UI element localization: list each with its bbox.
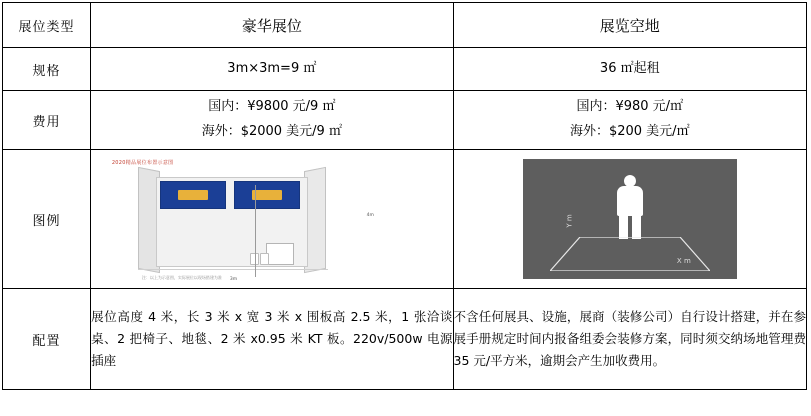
row-label-fee: 费用 — [3, 91, 91, 150]
booth-width-dimension-label: 3m — [229, 277, 238, 282]
booth-banner-left-badge — [178, 190, 208, 200]
table-row-configuration — [3, 289, 807, 390]
booth-banner-left — [160, 181, 226, 209]
illustration-deluxe-cell — [91, 150, 453, 289]
row-label-illustration: 图例 — [3, 150, 91, 289]
configuration-deluxe-value: 展位高度 4 米，长 3 米 x 宽 3 米 x 围板高 2.5 米，1 张洽谈桌、2 把椅子、地毯、2 米 x0.95 米 KT 板。220v/500w 电源插座 — [91, 289, 453, 390]
table-header-row — [3, 3, 807, 48]
booth-counter — [266, 243, 294, 265]
row-label-spec: 规格 — [3, 48, 91, 91]
booth-frame — [138, 169, 334, 273]
booth-diagram-title: 2020精品展位布置示意图 — [111, 160, 174, 166]
table-row-spec — [3, 48, 807, 91]
booth-banner-right-badge — [252, 190, 282, 200]
spec-space-value: 36 ㎡起租 — [453, 48, 806, 91]
space-ground-plane — [550, 237, 710, 271]
header-cell-type: 展位类型 — [3, 3, 91, 48]
booth-height-dimension-line — [255, 185, 256, 277]
space-y-dimension-label: Y m — [565, 214, 574, 228]
fee-deluxe-overseas: 海外：$2000 美元/9 ㎡ — [201, 124, 342, 139]
booth-diagram-note: 注：以上为示意图，实际展位以现场搭建为准 — [141, 275, 222, 280]
booth-floor-line — [138, 269, 328, 270]
table-row-illustration — [3, 150, 807, 289]
fee-deluxe-domestic: 国内：¥9800 元/9 ㎡ — [208, 99, 336, 115]
fee-space-overseas: 海外：$200 美元/㎡ — [569, 124, 690, 139]
space-diagram-image — [523, 159, 737, 279]
booth-height-dimension-label: 4m — [366, 213, 374, 218]
configuration-space-value: 不含任何展具、设施，展商（装修公司）自行设计搭建，并在参展手册规定时间内报备组委会装修方案，同时须交纳场地管理费 35 元/平方米，逾期会产生加收费用。 — [453, 289, 806, 390]
person-leg-right — [632, 214, 641, 239]
space-x-dimension-label: X m — [676, 257, 691, 265]
person-silhouette-icon — [613, 175, 647, 239]
spec-deluxe-value: 3m×3m=9 ㎡ — [91, 48, 453, 91]
fee-space-value — [453, 91, 806, 150]
header-cell-deluxe: 豪华展位 — [91, 3, 453, 48]
space-ground-outline-icon — [550, 237, 710, 271]
illustration-space-cell — [453, 150, 806, 289]
header-cell-space: 展览空地 — [453, 3, 806, 48]
person-body — [617, 186, 643, 216]
booth-price-table — [2, 2, 807, 390]
table-row-fee — [3, 91, 807, 150]
fee-space-domestic: 国内：¥980 元/㎡ — [576, 99, 684, 115]
booth-diagram-image — [102, 155, 442, 283]
booth-chair-2 — [260, 253, 269, 265]
booth-banner-right — [234, 181, 300, 209]
row-label-configuration: 配置 — [3, 289, 91, 390]
person-leg-left — [619, 214, 628, 239]
fee-deluxe-value — [91, 91, 453, 150]
